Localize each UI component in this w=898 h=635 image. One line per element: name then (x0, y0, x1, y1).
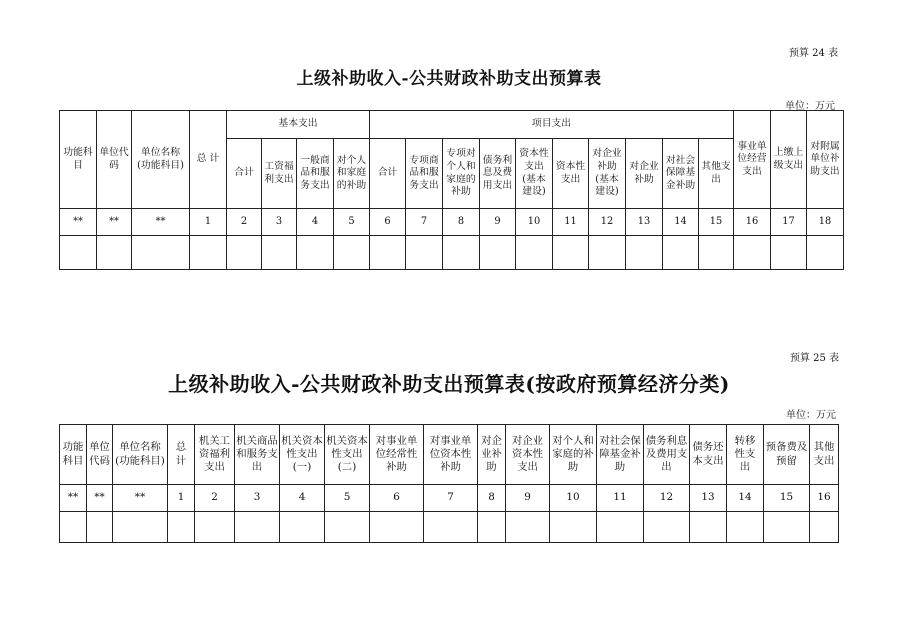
code-cell: 6 (370, 209, 406, 236)
header-business-op: 事业单 位经营 支出 (734, 111, 771, 209)
header-cell: 对事业单 位经常性 补助 (370, 425, 424, 485)
code-cell: 3 (235, 485, 280, 512)
header-unit-code: 单位代 码 (97, 111, 132, 209)
code-cell: 2 (195, 485, 235, 512)
page-title-25: 上级补助收入-公共财政补助支出预算表(按政府预算经济分类) (168, 372, 730, 396)
code-cell: ** (113, 485, 168, 512)
code-cell: 11 (597, 485, 644, 512)
table-id-25: 预算 25 表 (790, 353, 840, 364)
header-cell: 对事业单 位资本性 补助 (424, 425, 478, 485)
header-basic-item: 一般商 品和服 务支出 (297, 139, 334, 209)
code-cell: 14 (663, 209, 699, 236)
code-cell: 12 (644, 485, 690, 512)
header-project-item: 对企业 补助 (基本 建设) (589, 139, 626, 209)
code-cell: 13 (626, 209, 663, 236)
header-upper-remit: 上缴上 级支出 (771, 111, 807, 209)
header-project-item: 资本性 支出 (基本 建设) (516, 139, 553, 209)
code-cell: 9 (506, 485, 550, 512)
header-cell: 债务利息 及费用支 出 (644, 425, 690, 485)
table-row-codes (60, 209, 844, 236)
header-project-item: 其他支 出 (699, 139, 734, 209)
header-unit-name: 单位名称 (功能科目) (132, 111, 190, 209)
header-cell: 债务还 本支出 (690, 425, 727, 485)
table-id-24: 预算 24 表 (789, 48, 839, 59)
code-cell: 11 (553, 209, 589, 236)
code-cell: 7 (406, 209, 443, 236)
table-row-empty (60, 236, 844, 270)
header-cell: 机关商品 和服务支 出 (235, 425, 280, 485)
header-cell: 预备费及 预留 (764, 425, 810, 485)
header-basic-item: 工资福 利支出 (262, 139, 297, 209)
code-cell: 16 (734, 209, 771, 236)
header-cell: 机关资本 性支出 (一) (280, 425, 325, 485)
code-cell: 1 (190, 209, 227, 236)
code-cell: 9 (480, 209, 516, 236)
code-cell: 10 (516, 209, 553, 236)
table-row-empty (60, 512, 839, 543)
code-cell: 8 (478, 485, 506, 512)
header-project-item: 对企业 补助 (626, 139, 663, 209)
header-project-expenditure: 项目支出 (370, 111, 734, 139)
header-cell: 对企 业补 助 (478, 425, 506, 485)
code-cell: 2 (227, 209, 262, 236)
header-cell: 对企业 资本性 支出 (506, 425, 550, 485)
code-cell: 10 (550, 485, 597, 512)
code-cell: ** (87, 485, 113, 512)
header-total: 总 计 (190, 111, 227, 209)
header-project-item: 专项对 个人和 家庭的 补助 (443, 139, 480, 209)
code-cell: 1 (168, 485, 195, 512)
header-func-subject: 功能科 目 (60, 111, 97, 209)
header-cell: 对个人和 家庭的补 助 (550, 425, 597, 485)
unit-label-25: 单位：万元 (786, 410, 836, 421)
header-cell: 单位 代码 (87, 425, 113, 485)
header-cell: 功能 科目 (60, 425, 87, 485)
code-cell: 16 (810, 485, 839, 512)
code-cell: 6 (370, 485, 424, 512)
code-cell: 14 (727, 485, 764, 512)
header-basic-expenditure: 基本支出 (227, 111, 370, 139)
unit-label-24: 单位：万元 (785, 101, 835, 112)
header-project-item: 合计 (370, 139, 406, 209)
code-cell: ** (60, 485, 87, 512)
header-cell: 对社会保 障基金补 助 (597, 425, 644, 485)
header-project-item: 债务利 息及费 用支出 (480, 139, 516, 209)
code-cell: 4 (280, 485, 325, 512)
page-title-24: 上级补助收入-公共财政补助支出预算表 (296, 69, 602, 89)
code-cell: ** (132, 209, 190, 236)
code-cell: 3 (262, 209, 297, 236)
code-cell: 15 (764, 485, 810, 512)
table-row-codes (60, 485, 839, 512)
header-cell: 机关资本 性支出 (二) (325, 425, 370, 485)
code-cell: 4 (297, 209, 334, 236)
code-cell: 15 (699, 209, 734, 236)
budget-table-24 (59, 110, 844, 270)
header-cell: 机关工 资福利 支出 (195, 425, 235, 485)
header-cell: 单位名称 (功能科目) (113, 425, 168, 485)
code-cell: 18 (807, 209, 844, 236)
code-cell: 7 (424, 485, 478, 512)
code-cell: 8 (443, 209, 480, 236)
header-cell: 转移 性支 出 (727, 425, 764, 485)
header-basic-item: 对个人 和家庭 的补助 (334, 139, 370, 209)
budget-table-25 (59, 424, 839, 543)
header-project-item: 对社会 保障基 金补助 (663, 139, 699, 209)
code-cell: ** (60, 209, 97, 236)
code-cell: 5 (334, 209, 370, 236)
header-subsidiary: 对附属 单位补 助支出 (807, 111, 844, 209)
code-cell: 5 (325, 485, 370, 512)
header-cell: 总 计 (168, 425, 195, 485)
header-basic-item: 合计 (227, 139, 262, 209)
header-project-item: 专项商 品和服 务支出 (406, 139, 443, 209)
header-project-item: 资本性 支出 (553, 139, 589, 209)
code-cell: ** (97, 209, 132, 236)
code-cell: 12 (589, 209, 626, 236)
header-cell: 其他 支出 (810, 425, 839, 485)
code-cell: 17 (771, 209, 807, 236)
code-cell: 13 (690, 485, 727, 512)
